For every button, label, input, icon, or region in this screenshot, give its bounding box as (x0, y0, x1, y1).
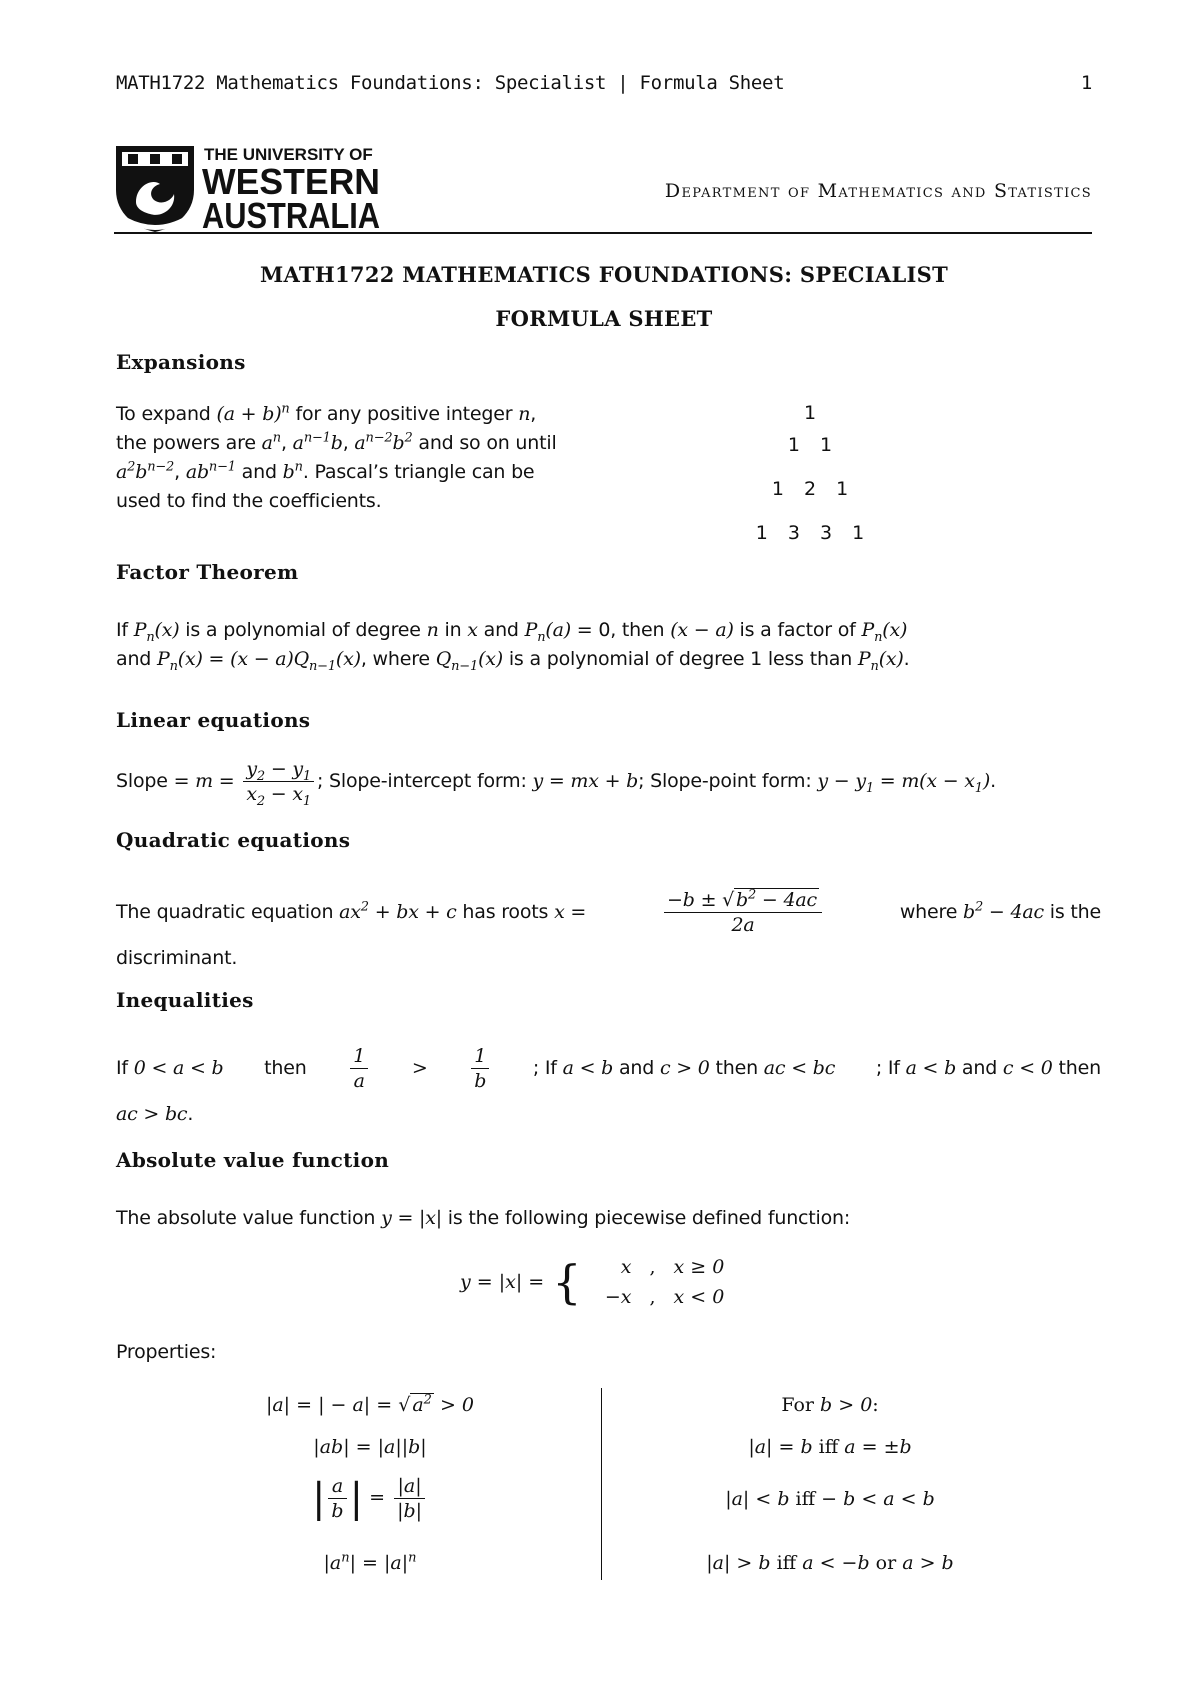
inequalities-text: If 0 < a < b then $\frac{1}{a}$ > $\frac{1}{b}$ ; If a < b and c > 0 then ac < bc ; If a < b and c < 0 then ac > bc. (116, 1044, 1101, 1125)
property-right-3: |a| < b iff − b < a < b (725, 1488, 935, 1510)
section-heading-absolute: Absolute value function (116, 1148, 390, 1172)
property-left-4: $|a^n| = |a|^n$ (323, 1550, 417, 1574)
section-heading-factor-theorem: Factor Theorem (116, 560, 299, 584)
university-logo (114, 142, 384, 236)
section-heading-inequalities: Inequalities (116, 988, 254, 1012)
property-right-4: |a| > b iff a < −b or a > b (706, 1552, 954, 1574)
slope-fraction: $\frac{y_2 - y_1}{x_2 - x_1}$ (243, 757, 314, 806)
svg-text:AUSTRALIA: AUSTRALIA (202, 195, 381, 236)
pascal-row-1: 1 (803, 402, 817, 424)
property-right-2: |a| = b iff a = ±b (748, 1436, 912, 1458)
page-number: 1 (1080, 72, 1092, 94)
document-subtitle: FORMULA SHEET (495, 306, 713, 331)
pascal-row-2: 1 1 (787, 434, 833, 456)
crest-icon (116, 146, 194, 232)
section-heading-quadratic: Quadratic equations (116, 828, 351, 852)
document-title: MATH1722 MATHEMATICS FOUNDATIONS: SPECIALIST (259, 262, 949, 287)
expansions-text: To expand $(a + b)^n$ for any positive integer n, the powers are $a^n$, $a^{n-1}b$, $a^{n-2}b^2$ and so on until $a^2b^{n-2}$, $ab^{n-1}$ and $b^n$. Pascal’s triangle can be used to find the coefficients. (116, 401, 557, 512)
properties-label: Properties: (116, 1341, 217, 1363)
pascal-row-3: 1 2 1 (771, 478, 849, 500)
section-heading-linear: Linear equations (116, 708, 311, 732)
svg-text:WESTERN: WESTERN (202, 161, 380, 202)
masthead (114, 142, 1092, 234)
linear-text: Slope = m = $\frac{y_2 - y_1}{x_2 - x_1}$ ; Slope-intercept form: y = mx + b; Slope-point form: $y - y_1 = m(x - x_1)$. (116, 758, 996, 809)
property-left-3: | $\frac{a}{b}$ | = $\frac{|a|}{|b|}$ (200, 1474, 540, 1523)
pascal-row-4: 1 3 3 1 (755, 522, 865, 544)
svg-text:THE UNIVERSITY OF: THE UNIVERSITY OF (204, 145, 373, 164)
running-head (116, 72, 1092, 94)
running-head-title: MATH1722 Mathematics Foundations: Specialist | Formula Sheet (116, 72, 785, 94)
quadratic-formula-fraction: $\frac{-b \pm √ b^2 - 4ac}{2a}$ (664, 888, 822, 937)
absolute-intro: The absolute value function y = |x| is the following piecewise defined function: (116, 1207, 851, 1229)
piecewise-definition: y = |x| = { x , x ≥ 0 −x , x < 0 (460, 1255, 725, 1309)
property-left-2: |ab| = |a||b| (313, 1436, 427, 1458)
factor-theorem-text: If $P_n(x)$ is a polynomial of degree n in x and $P_n(a) = 0$, then (x − a) is a factor of $P_n(x)$ and $P_n(x) = (x - a)Q_{n-1}(x)$, where $Q_{n-1}(x)$ is a polynomial of degree 1 less than $P_n(x)$. (116, 619, 910, 674)
quadratic-text: The quadratic equation $ax^2$ + bx + c has roots x = $\frac{-b \pm √ b^2 - 4ac}{2a}$ where $b^2 - 4ac$ is the discriminant. (116, 887, 1101, 969)
department-name: Department of Mathematics and Statistics (664, 180, 1092, 202)
properties-divider (601, 1388, 602, 1580)
section-heading-expansions: Expansions (116, 350, 246, 374)
property-left-1: |a| = | − a| = √ $a^2 > 0$ (265, 1392, 475, 1416)
header-rule (114, 232, 1092, 234)
property-right-1: For b > 0: (781, 1394, 879, 1416)
